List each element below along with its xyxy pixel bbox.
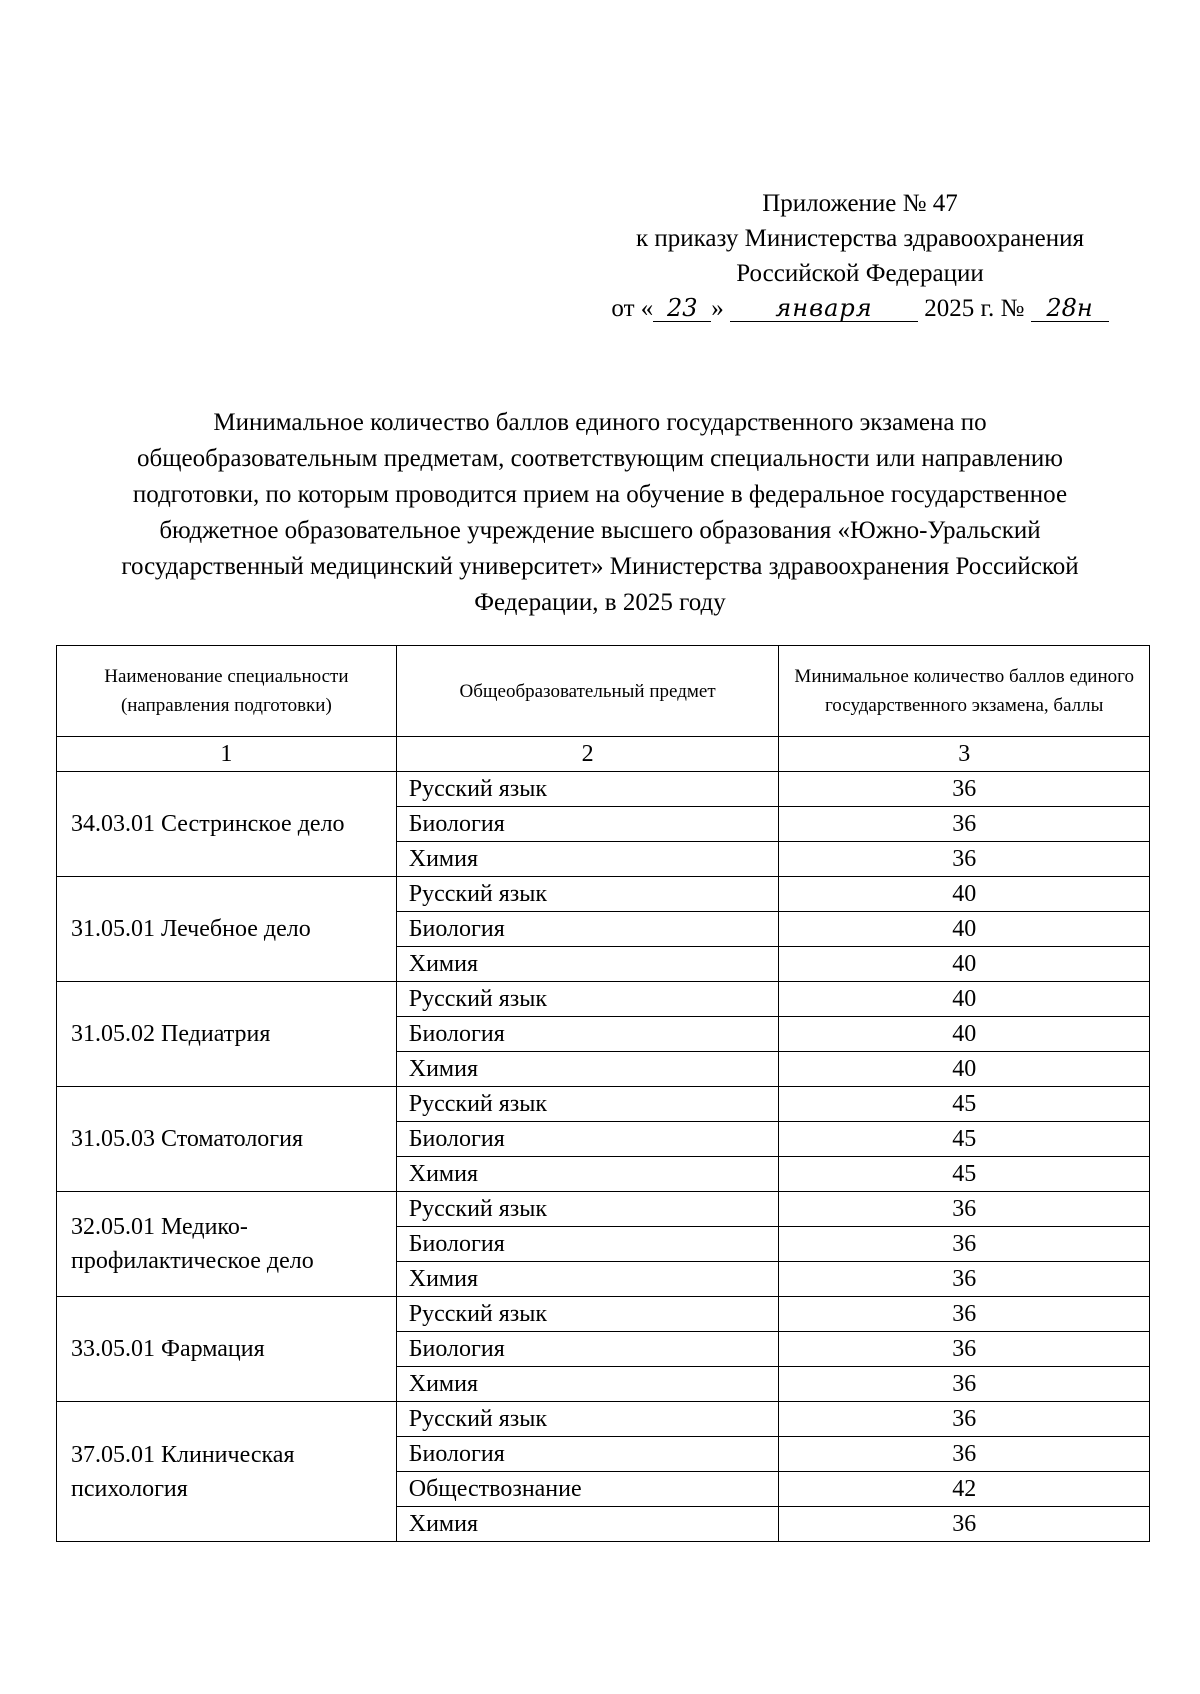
score-cell: 40	[779, 877, 1150, 912]
subject-cell: Биология	[396, 1332, 779, 1367]
date-prefix: от «	[611, 295, 654, 322]
subject-cell: Русский язык	[396, 1192, 779, 1227]
subject-cell: Химия	[396, 1367, 779, 1402]
ministry-country: Российской Федерации	[736, 260, 984, 287]
title-line: бюджетное образовательное учреждение высшего образования «Южно-Уральский	[159, 517, 1041, 544]
table-row	[57, 877, 1150, 912]
score-cell: 45	[779, 1087, 1150, 1122]
header-subject: Общеобразовательный предмет	[396, 646, 779, 737]
score-cell: 42	[779, 1472, 1150, 1507]
handwritten-order-number: 28н	[1031, 295, 1109, 322]
score-cell: 36	[779, 1227, 1150, 1262]
order-reference: к приказу Министерства здравоохранения	[635, 225, 1085, 252]
score-cell: 36	[779, 807, 1150, 842]
score-cell: 36	[779, 1437, 1150, 1472]
subject-cell: Обществознание	[396, 1472, 779, 1507]
subject-cell: Биология	[396, 1122, 779, 1157]
specialty-cell: 34.03.01 Сестринское дело	[57, 772, 397, 877]
header-row	[57, 646, 1150, 737]
date-mid: »	[711, 295, 724, 322]
subject-cell: Русский язык	[396, 1402, 779, 1437]
subject-cell: Биология	[396, 807, 779, 842]
order-date-line	[600, 291, 1120, 326]
handwritten-day: 23	[653, 295, 711, 322]
column-number-row	[57, 737, 1150, 772]
title-line: подготовки, по которым проводится прием на обучение в федеральное государственное	[132, 481, 1068, 508]
header-min-score: Минимальное количество баллов единого государственного экзамена, баллы	[779, 646, 1150, 737]
table-row	[57, 1402, 1150, 1437]
subject-cell: Русский язык	[396, 772, 779, 807]
header-specialty: Наименование специальности (направления подготовки)	[57, 646, 397, 737]
column-number: 3	[779, 737, 1150, 772]
score-cell: 40	[779, 1052, 1150, 1087]
handwritten-month: января	[730, 295, 918, 322]
score-cell: 36	[779, 1507, 1150, 1542]
table-row	[57, 1297, 1150, 1332]
score-cell: 36	[779, 1297, 1150, 1332]
score-cell: 40	[779, 947, 1150, 982]
subject-cell: Биология	[396, 1017, 779, 1052]
subject-cell: Биология	[396, 1437, 779, 1472]
title-line: государственный медицинский университет» Министерства здравоохранения Российской	[121, 553, 1079, 580]
subject-cell: Химия	[396, 1157, 779, 1192]
subject-cell: Химия	[396, 1507, 779, 1542]
specialty-cell: 31.05.03 Стоматология	[57, 1087, 397, 1192]
title-line: общеобразовательным предметам, соответствующим специальности или направлению	[137, 445, 1063, 472]
date-year: 2025 г. №	[924, 295, 1025, 322]
subject-cell: Химия	[396, 1052, 779, 1087]
score-cell: 36	[779, 772, 1150, 807]
title-line: Федерации, в 2025 году	[474, 589, 726, 616]
score-cell: 45	[779, 1122, 1150, 1157]
score-cell: 36	[779, 1262, 1150, 1297]
column-number: 1	[57, 737, 397, 772]
score-cell: 36	[779, 842, 1150, 877]
subject-cell: Биология	[396, 912, 779, 947]
score-cell: 40	[779, 1017, 1150, 1052]
score-cell: 36	[779, 1367, 1150, 1402]
score-cell: 40	[779, 912, 1150, 947]
score-cell: 36	[779, 1192, 1150, 1227]
column-number: 2	[396, 737, 779, 772]
score-cell: 40	[779, 982, 1150, 1017]
subject-cell: Русский язык	[396, 877, 779, 912]
subject-cell: Русский язык	[396, 982, 779, 1017]
appendix-header	[600, 186, 1120, 326]
table-row	[57, 982, 1150, 1017]
subject-cell: Химия	[396, 1262, 779, 1297]
subject-cell: Химия	[396, 947, 779, 982]
specialty-cell: 31.05.01 Лечебное дело	[57, 877, 397, 982]
score-cell: 45	[779, 1157, 1150, 1192]
subject-cell: Химия	[396, 842, 779, 877]
score-cell: 36	[779, 1402, 1150, 1437]
table-row	[57, 772, 1150, 807]
score-cell: 36	[779, 1332, 1150, 1367]
table-row	[57, 1192, 1150, 1227]
subject-cell: Русский язык	[396, 1297, 779, 1332]
subject-cell: Русский язык	[396, 1087, 779, 1122]
document-title	[60, 405, 1140, 621]
subject-cell: Биология	[396, 1227, 779, 1262]
specialty-cell: 32.05.01 Медико-профилактическое дело	[57, 1192, 397, 1297]
table-row	[57, 1087, 1150, 1122]
specialty-cell: 33.05.01 Фармация	[57, 1297, 397, 1402]
scores-table	[56, 645, 1150, 1542]
specialty-cell: 31.05.02 Педиатрия	[57, 982, 397, 1087]
specialty-cell: 37.05.01 Клиническая психология	[57, 1402, 397, 1542]
title-line: Минимальное количество баллов единого государственного экзамена по	[213, 409, 987, 436]
appendix-label: Приложение № 47	[762, 190, 958, 217]
